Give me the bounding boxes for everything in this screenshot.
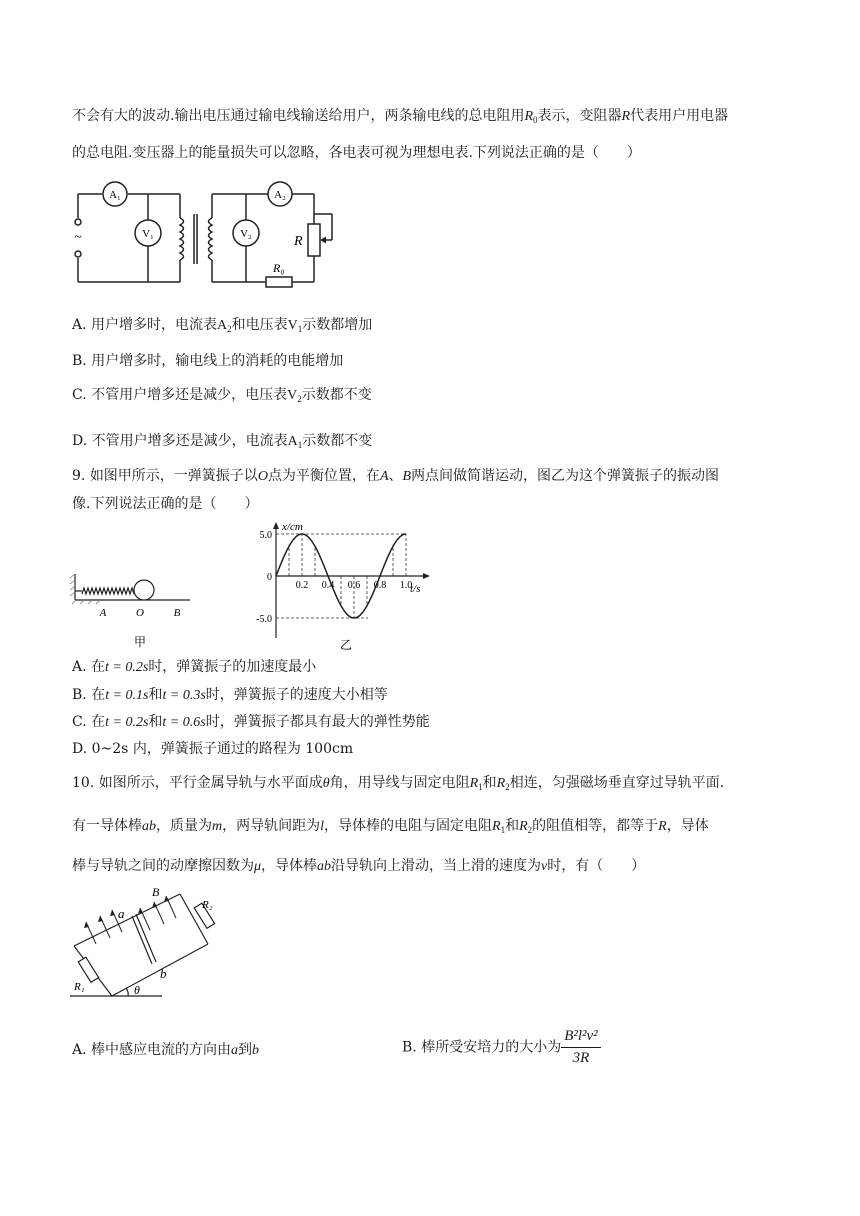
- q9-option-a: A. 在t = 0.2s时，弹簧振子的加速度最小: [72, 659, 317, 675]
- q9-number: 9.: [72, 468, 86, 484]
- x-tick-label: 0.8: [373, 580, 387, 591]
- r0-subscript: 0: [533, 115, 538, 125]
- figure-yi-caption: 乙: [339, 638, 353, 652]
- y-tick-label: 5.0: [259, 530, 272, 541]
- y-tick-label: -5.0: [256, 614, 272, 625]
- point-a-label: A: [99, 607, 107, 619]
- point-o-label: O: [136, 607, 144, 619]
- point-b-label: B: [173, 607, 181, 619]
- voltmeter-v2-label: V₂: [240, 228, 252, 240]
- q9-option-c: C. 在t = 0.2s和t = 0.6s时，弹簧振子都具有最大的弹性势能: [72, 714, 430, 730]
- y-axis-label: x/cm: [282, 521, 303, 533]
- intro-line-2: 的总电阻.变压器上的能量损失可以忽略，各电表可视为理想电表.下列说法正确的是（ ）: [72, 145, 641, 161]
- rod-end-b-label: b: [160, 966, 167, 981]
- x-axis-label: t/s: [410, 583, 421, 595]
- intro-text-a: 不会有大的波动.输出电压通过输电线输送给用户，两条输电线的总电阻用: [72, 108, 525, 124]
- r-symbol: R: [621, 109, 631, 124]
- inclined-rails-figure: [70, 884, 220, 1002]
- intro-line-1: [72, 106, 728, 130]
- y-tick-label: 0: [267, 572, 272, 583]
- fraction-denominator: 3R: [572, 1050, 590, 1066]
- q8-option-d: D. 不管用户增多还是减少，电流表$A_1$示数都不变: [72, 433, 373, 450]
- figure-jia-caption: 甲: [133, 635, 147, 649]
- rheostat-r-label: R: [294, 234, 303, 249]
- q10-option-a: A. 棒中感应电流的方向由a到b: [72, 1042, 260, 1058]
- q10-stem-line-2: 有一导体棒ab，质量为m，两导轨间距为l，导体棒的电阻与固定电阻$R_1$和$R_2$的阻值相等，都等于R，导体: [72, 818, 709, 835]
- vibration-graph-chart: [246, 518, 436, 653]
- q10-number: 10.: [72, 775, 95, 791]
- resistor-r0-label: R₀: [273, 261, 285, 275]
- r0-symbol: R: [524, 109, 534, 124]
- q10-stem-line-1: 10. 如图所示，平行金属导轨与水平面成θ角，用导线与固定电阻$R_1$和$R_2$相连，匀强磁场垂直穿过导轨平面.: [72, 775, 725, 792]
- transformer-circuit-figure: [70, 174, 340, 298]
- q9-option-b: B. 在t = 0.1s和t = 0.3s时，弹簧振子的速度大小相等: [72, 687, 388, 703]
- voltmeter-v1-label: V₁: [142, 228, 154, 240]
- x-tick-label: 0.6: [347, 580, 361, 591]
- q8-option-c: C. 不管用户增多还是减少，电压表$V_2$示数都不变: [72, 387, 372, 404]
- q9-stem-line-1: 9. 如图甲所示，一弹簧振子以O点为平衡位置，在A、B两点间做简谐运动，图乙为这个弹簧振子的振动图: [72, 468, 720, 484]
- x-tick-label: 1.0: [399, 580, 413, 591]
- x-tick-label: 0.2: [295, 580, 309, 591]
- field-b-label: B: [152, 885, 160, 899]
- q10-option-b: B. 棒所受安培力的大小为 $\frac{\text{B²l²v²}}{3R}$: [402, 1028, 601, 1067]
- q10-stem-line-3: 棒与导轨之间的动摩擦因数为μ，导体棒ab沿导轨向上滑动，当上滑的速度为v时，有（ ）: [72, 858, 646, 874]
- q8-option-a: A. 用户增多时，电流表$A_2$和电压表$V_1$示数都增加: [72, 317, 373, 334]
- spring-oscillator-figure: [70, 566, 200, 652]
- q8-option-b: B. 用户增多时，输电线上的消耗的电能增加: [72, 353, 344, 369]
- ampere-force-fraction: [561, 1028, 600, 1067]
- q9-stem-line-2: 像.下列说法正确的是（ ）: [72, 496, 259, 512]
- rod-end-a-label: a: [118, 906, 125, 921]
- ammeter-a1-label: A₁: [109, 189, 121, 201]
- fraction-numerator: B²l²v²: [561, 1028, 600, 1048]
- intro-text-c: 代表用户用电器: [630, 108, 729, 124]
- theta-angle-label: θ: [134, 983, 140, 997]
- ac-source-symbol: ~: [74, 230, 82, 245]
- ammeter-a2-label: A₂: [274, 189, 286, 201]
- r1-figure-label: R₁: [74, 981, 85, 993]
- intro-text-b: 表示，变阻器: [537, 108, 622, 124]
- x-tick-label: 0.4: [321, 580, 335, 591]
- q9-option-d: D. 0~2s 内，弹簧振子通过的路程为 100cm: [72, 741, 354, 757]
- r2-figure-label: R₂: [202, 899, 213, 911]
